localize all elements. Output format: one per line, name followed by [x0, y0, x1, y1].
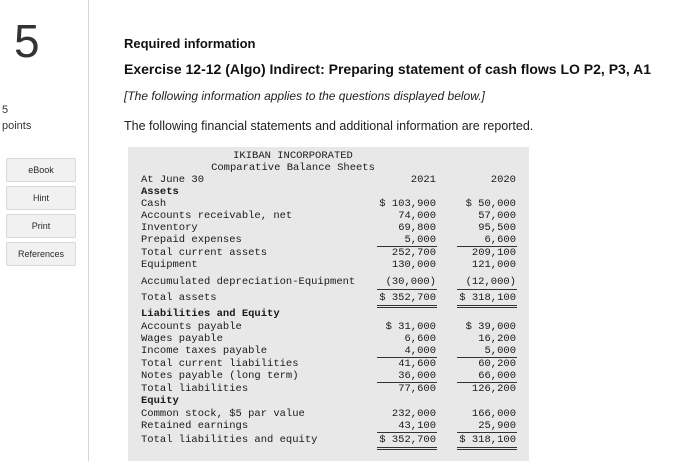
- row-label: Common stock, $5 par value: [141, 408, 305, 420]
- value-2021: 69,800: [398, 222, 436, 234]
- table-row: [141, 370, 529, 382]
- table-row: [141, 259, 529, 271]
- table-row: [141, 222, 529, 234]
- side-button-group: [6, 158, 76, 270]
- table-row: [141, 234, 529, 246]
- value-2021: 4,000: [404, 345, 436, 357]
- underline: [457, 289, 517, 290]
- value-2020: 121,000: [471, 259, 516, 271]
- value-2020: 6,600: [484, 234, 516, 246]
- row-label: Accounts payable: [141, 321, 242, 333]
- double-underline: [457, 449, 517, 450]
- value-2020: 95,500: [478, 222, 516, 234]
- value-2020: 5,000: [484, 345, 516, 357]
- table-row: [141, 308, 529, 320]
- value-2021: 41,600: [398, 358, 436, 370]
- row-label: Total liabilities and equity: [141, 434, 318, 446]
- double-underline: [457, 305, 517, 306]
- balance-sheet: [128, 147, 529, 461]
- hint-button[interactable]: Hint: [6, 186, 76, 210]
- references-button[interactable]: References: [6, 242, 76, 266]
- company-name: IKIBAN INCORPORATED: [233, 150, 353, 162]
- value-2020: $ 318,100: [459, 434, 516, 446]
- exercise-title: Exercise 12-12 (Algo) Indirect: Preparing statement of cash flows LO P2, P3, A1: [124, 61, 651, 77]
- value-2021: $ 31,000: [385, 321, 436, 333]
- points-label: points: [2, 120, 32, 132]
- value-2021: 43,100: [398, 420, 436, 432]
- double-underline: [377, 305, 437, 306]
- value-2021: 36,000: [398, 370, 436, 382]
- value-2020: $ 39,000: [465, 321, 516, 333]
- value-2020: 209,100: [471, 247, 516, 259]
- table-row: [141, 358, 529, 370]
- instruction-note: [The following information applies to the questions displayed below.]: [124, 89, 485, 103]
- table-row: [141, 395, 529, 407]
- row-label: Total current liabilities: [141, 358, 299, 370]
- row-label: Prepaid expenses: [141, 234, 242, 246]
- row-label: Equipment: [141, 259, 198, 271]
- year-2020-header: 2020: [490, 174, 516, 186]
- value-2021: $ 352,700: [379, 292, 436, 304]
- rail-divider: [88, 0, 89, 461]
- row-label: Assets: [141, 186, 179, 198]
- column-header-row: [141, 174, 529, 186]
- double-underline: [377, 447, 437, 448]
- value-2020: 25,900: [478, 420, 516, 432]
- row-label: Notes payable (long term): [141, 370, 299, 382]
- value-2020: 66,000: [478, 370, 516, 382]
- table-row: [141, 383, 529, 395]
- table-row: [141, 420, 529, 432]
- row-label: Accumulated depreciation-Equipment: [141, 276, 356, 288]
- table-row: [141, 186, 529, 198]
- underline: [377, 289, 437, 290]
- underline: [457, 432, 517, 433]
- ebook-button[interactable]: eBook: [6, 158, 76, 182]
- row-label: Total current assets: [141, 247, 268, 259]
- table-row: [141, 333, 529, 345]
- value-2021: $ 103,900: [379, 198, 436, 210]
- value-2020: $ 318,100: [459, 292, 516, 304]
- required-heading: Required information: [124, 36, 256, 51]
- value-2021: $ 352,700: [379, 434, 436, 446]
- value-2020: 57,000: [478, 210, 516, 222]
- double-underline: [377, 449, 437, 450]
- print-button[interactable]: Print: [6, 214, 76, 238]
- left-rail: [0, 0, 90, 461]
- row-label: Retained earnings: [141, 420, 249, 432]
- table-row: [141, 198, 529, 210]
- value-2021: 6,600: [404, 333, 436, 345]
- row-label: Inventory: [141, 222, 198, 234]
- value-2021: 74,000: [398, 210, 436, 222]
- question-number: 5: [14, 15, 40, 67]
- row-label: Wages payable: [141, 333, 223, 345]
- intro-text: The following financial statements and additional information are reported.: [124, 119, 534, 133]
- row-label: Accounts receivable, net: [141, 210, 293, 222]
- table-row: [141, 276, 529, 288]
- points-value: 5: [2, 104, 9, 116]
- row-label: Total assets: [141, 292, 217, 304]
- value-2020: 60,200: [478, 358, 516, 370]
- table-row: [141, 292, 529, 304]
- date-label: At June 30: [141, 174, 205, 186]
- value-2021: 130,000: [391, 259, 436, 271]
- value-2021: 77,600: [398, 383, 436, 395]
- table-row: [141, 434, 529, 446]
- table-row: [141, 247, 529, 259]
- sheet-title: Comparative Balance Sheets: [211, 162, 375, 174]
- value-2020: 126,200: [471, 383, 516, 395]
- value-2021: 5,000: [404, 234, 436, 246]
- value-2020: $ 50,000: [465, 198, 516, 210]
- row-label: Total liabilities: [141, 383, 249, 395]
- year-2021-header: 2021: [410, 174, 436, 186]
- value-2021: 252,700: [391, 247, 436, 259]
- value-2020: (12,000): [465, 276, 516, 288]
- value-2021: 232,000: [391, 408, 436, 420]
- row-label: Liabilities and Equity: [141, 308, 280, 320]
- table-row: [141, 345, 529, 357]
- row-label: Income taxes payable: [141, 345, 268, 357]
- double-underline: [457, 447, 517, 448]
- value-2020: 166,000: [471, 408, 516, 420]
- row-label: Equity: [141, 395, 179, 407]
- value-2021: (30,000): [385, 276, 436, 288]
- table-row: [141, 321, 529, 333]
- table-row: [141, 210, 529, 222]
- row-label: Cash: [141, 198, 167, 210]
- underline: [377, 432, 437, 433]
- table-row: [141, 408, 529, 420]
- value-2020: 16,200: [478, 333, 516, 345]
